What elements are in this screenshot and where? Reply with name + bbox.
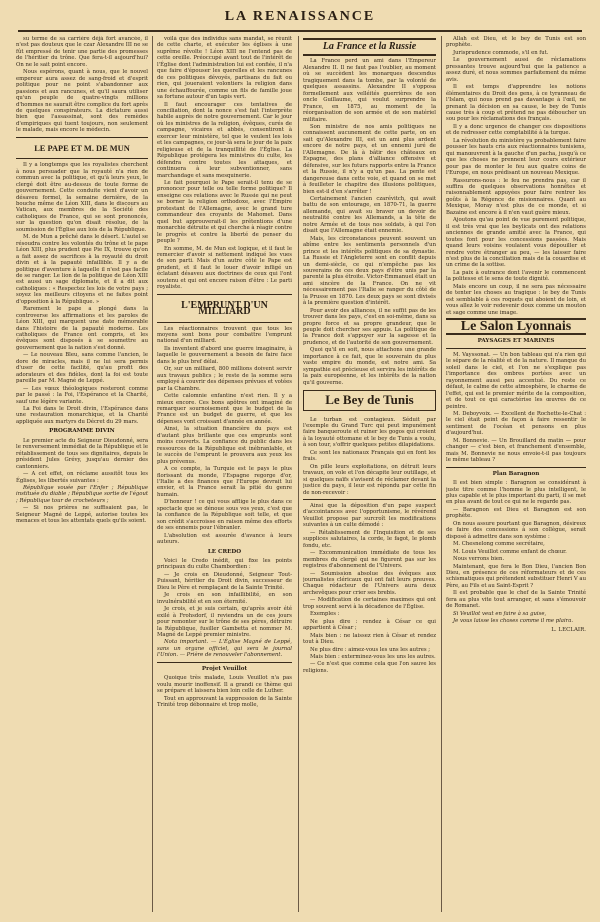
paragraph: — A cet effet, on réclame aussitôt tous les Églises, les libertés suivantes : xyxy=(16,471,148,484)
divider xyxy=(446,467,586,468)
paragraph: Ainsi, la situation financière du pays est d'autant plus brillante que ces emprunts sont moins couverts. La confiance du public dans les ressources de la République est inébranlable, et le succès de l'emprunt le prouvera aux yeux les plus prévenus. xyxy=(157,426,292,465)
paragraph: Nous espérons, quant à nous, que le nouvel empereur aura assez de sang-froid et d'esprit politique pour ne point s'abandonner aux passions et aux rancunes, et qu'il saura utiliser qu'un peuple de quatre-vingts millions d'hommes ne saurait être complice du fort après de quelques conspirateurs. La dictature aussi bien que l'assassinat, sont des remèdes d'empiriques qui tuent toujours, non seulement le malade, mais encore le médecin. xyxy=(16,69,148,134)
article-title-emprunt: L'EMPRUNT D'UN MILLIARD xyxy=(181,299,268,318)
paragraph: Je crois en son infaillibilité, en son invulnérabilité et en son éternité. xyxy=(157,592,292,605)
paragraph: Le turban est contagieux. Séduit par l'exemple du Grand Turc qui peut impunément faire banqueroute et ruiner les gogos qui croient à la loyauté ottomane et le bey de Tunis a voulu, à son tour, s'offrir quelques petites dilapidations. xyxy=(303,416,436,449)
paragraph: — Je crois en Dieudonné, Seigneur Tout-Puissant, héritier du Droit divin, successeur de Dieu le Père et remplaçant de la Sainte Trinité. xyxy=(157,571,292,591)
paragraph: Ainsi que la déposition d'un pape suspect d'accointances avec l'opportunisme, le révérend Veuillot propose par surcroît les modifications suivantes à un culte démodé : xyxy=(303,503,436,529)
paragraph: M. de Mun a prêché dans le désert. L'autel se résoudra contre les volontés du trône et le pape Léon XIII, plus prudent que Pie IX, trouve qu'on a fait assez de sacrifices à la royauté du droit divin et à la papauté infaillible. Il y a de politique d'aventure à laquelle il n'est pas facile de se ranger. Le lion de la politique de Léon XIII est aussi un sage diplomate, et il a dit aux catholiques : « Respectez les lois de votre pays ; soyez les meilleurs citoyens et ne faites point d'opposition à la République. » xyxy=(16,234,148,305)
title-box xyxy=(303,390,436,410)
paragraph: La révolution du ministère ya probablement faire pousser les hauts cris aux réactionnaires tunisiens, qui manœuvrent à la gauche d'un pacha, jusqu'à ce que les choses ne prennent leur cours extérieur pour pas de monter le feu aux quatre coins de l'Europe, en nous prédisant un nouveau Mexique. xyxy=(446,137,586,177)
paragraph: M. Louis Veuillot comme enfant de chœur. xyxy=(453,548,567,555)
paragraph: Quoique très malade, Louis Veuillot n'a pas voulu mourir inoffensif. Il a grandi ce thème qui se prépare et laissera bien loin celle de Luther. xyxy=(157,675,292,695)
section-title-projet: Projet Veuillot xyxy=(201,665,248,672)
paragraph: M. Vayssonat. — Un bon tableau qui n'a rien qui le sépare de la réalité et de la nature. Il manque du soleil dans le ciel, et l'on ne s'explique pas l'importance des ombres portées avec un rayonnement aussi peu accentué. Du reste ce défaut, le calme de cette atmosphère, le charme de l'effet, qui est le premier mérite de la composition, et de tout ce qui caractérise les œuvres de ce peintre. xyxy=(446,351,586,410)
paragraph: D'honneur ! ce qui vous afflige le plus dans ce spectacle que se dénoue sous vos yeux, c'est que la confiance de la République soit telle, et que son crédit s'accroisse en raison même des efforts de ses ennemis pour l'ébranler. xyxy=(157,499,292,532)
paragraph: Mais, les circonstances peuvent souvent un abîme entre les sentiments personnels d'un prince et les intérêts politiques de sa dynastie. La Russie et l'Angleterre sont en conflit depuis un demi-siècle, ce qui n'empêche pas les souverains de ces deux pays d'être unis par la parenté la plus étroite. Victor-Emmanuel était un ami sincère de la France. On ne vit nécessairement pas l'Italie se ranger du côté de la Prusse en 1870. Les deux pays se sont divisés à la première question d'intérêt. xyxy=(303,235,436,307)
column-divider xyxy=(298,36,299,912)
paragraph: Rassurons-nous : le feu ne prendra pas, car il suffira de quelques observations honnêtes et raisonnablement appuyées pour faire rentrer les goûts à la Régence de misionnaires. Quant au Mexique, Moray n'est plus de ce monde, et si Bazaine est encore à il n'en vaut guère mieux. xyxy=(446,177,586,216)
column-2 xyxy=(157,36,292,912)
paragraph: En somme, M. de Mun est logique, et il faut le remercier d'avoir si nettement indiqué les vues de son parti. Mais d'un autre côté le Pape est prudent, et il faut le louer d'avoir infligé un éclatant désaveu aux doctrines de ceux qui l'ont soutenu et qui ont encore raison d'être : Le parti royaliste. xyxy=(157,245,292,291)
paragraph: Je vous laisse les choses comme il me plaira. xyxy=(453,618,574,625)
paragraph: — Excommunication immédiate de tous les membres du clergé qui ne figurent pas sur les registres d'abonnement de l'Univers. xyxy=(303,550,436,570)
section-subtitle-paysages: PAYSAGES ET MARINES xyxy=(477,338,555,345)
paragraph: Il est probable que le chef de la Sainte Trinité fera au plus vite tout arranger, et sans s'émouvoir de Romanet. xyxy=(446,590,586,610)
section-title-plan: Plan Baragnon xyxy=(492,470,540,477)
article-title-bey: Le Bey de Tunis xyxy=(325,392,414,408)
masthead-title: LA RENAISSANCE xyxy=(224,9,376,24)
paragraph: voilà que des individus sans mandat, se réunit de cette charte, et exécuter les églises à une suprême révolte ! Léon XIII ne l'entend pas de cette oreille. Préoccupé avant tout de l'intérêt de l'Église dont l'administration lui est confiée, il n'a que faire d'épouser les querelles et les rancunes de ces politiques dévoyés, partisans du fait ou rien, qui joueraient volontiers la religion dans une échauffourée, comme un fils de famille joue sa fortune autour d'un tapis vert. xyxy=(157,36,292,101)
paragraph: Mais encore un coup, il ne sera pas nécessaire de tenter les choses au tragique : le bey de Tunis est semblable à ces roquets qui aboient de loin, et vous allez le voir redevenir doux comme un mouton et sage comme une image. xyxy=(446,283,586,316)
paragraph: Son ministre de nos amis politiques ne connaissent aucunement de cette parte, on en sait qu'Alexandre III, est un ami plus ardent encore de notre pays, et un ennemi juré de l'Allemagne. De là à bâtir des châteaux en Espagne, des plans d'alliance offensive et défensive, sur les futurs rapports entre la France et la Russie, il n'y a qu'un pas. La pente est dangereuse dans cette voie, et quand on se met à feuilleter le chapitre des illusions politiques, bien est-il d'en s'arrêter ! xyxy=(303,123,436,195)
divider xyxy=(446,348,586,349)
paragraph: On pille leurs exploitations, on détruit leurs travaux, on vole et l'on décapite leur outillage, et si quelques naïfs s'avisent de réclamer devant la justice du pays, il leur est répondu par cette fin de non-recevoir : xyxy=(303,463,436,496)
paragraph: M. Deboyvoix. — Excellent de Rochette-le-Chat : le ciel était peint de façon à faire ressentir le sentiment de l'océan et pensons en plus d'aujourd'hui. xyxy=(446,411,586,437)
paragraph: — Rétablissement de l'Inquisition et de ses supplices salutaires, la corde, le fagot, le plomb fondu, etc. xyxy=(303,529,436,549)
paragraph: su terme de sa carrière déjà fort avancée, il n'est pas douteux que le czar Alexandre III ne se fût empressé de tenir une partie des promesses de l'héritier du trône. Que fera-t-il aujourd'hui? On ne le sait point encore. xyxy=(16,36,148,68)
paragraph: Certainement l'ancien czarévitch, qui avait battu de son entourage, en 1870-71, la guerre allemande, qui avait su braver un devoir de neutralité contre les Allemands, a la tête de notre Armée et de tous nos soldats, à qui l'on disait que l'Allemagne était ennemie. xyxy=(303,195,436,235)
paragraph: Nous verrons bien. xyxy=(453,556,505,563)
paragraph: — Si nos prières ne suffisaient pas, le Seigneur Magné de Leppé, autorise toutes les menaces et tous les attentats quels qu'ils soient. xyxy=(16,505,148,525)
paragraph: Exemples : xyxy=(310,611,340,618)
paragraph: A ce compte, la Turquie est le pays le plus florissant du monde, l'Espagne regorge d'or, l'Italie a des finances que l'Europe devrait lui envier, et la France serait la pitié du genre humain. xyxy=(157,466,292,498)
paragraph: — Les vœux théologiques resteront comme par le passé : la Foi, l'Espérance et la Charité, sauf une légère variante. xyxy=(16,385,148,405)
paragraph: Il faut encourager ces tentatives de conciliation, dont la nonce s'est fait l'interprète habile auprès de notre gouvernement. Car le jour où les ministres de la religion, évêques, curés de campagne, vicaires et abbés, consentiront à exercer leur ministère, tel que le veulent les lois et les campagnes, ce jour-là sera le jour de la paix religieuse et de la tranquillité de l'Église. La République protégera les ministres du culte, les défendra contre toutes les attaques, et continuera à leur subventionner, sans marchandage et sans mesquinerie. xyxy=(157,101,292,179)
column-4 xyxy=(446,36,586,912)
paragraph: Maintenant, que fera le Bon Dieu, l'ancien Bon Dieu, en présence de ces réformateurs et de ces schismatiques qui prétendent substituer Henri V au Père, au Fils et au Saint-Esprit ? xyxy=(446,563,586,589)
paragraph: Quoi qu'il en soit, nous attachons une grande importance à ce fait, que le souverain du plus vaste empire du monde, est notre ami. Sa sympathie est précieuse et servira les intérêts de la paix européenne, et les intérêts de la nation qu'il gouverne. xyxy=(303,347,436,386)
paragraph: M. Bonnevie. — Un Brouillard du matin — pour changer — c'est bien, et franchement d'ensemble, mais M. Bonnevie ne nous envoie-t-il pas toujours le même tableau ? xyxy=(446,437,586,464)
article-title-russie: La France et la Russie xyxy=(322,41,417,52)
paragraph: — Baragnon est Dieu et Baragnon est son prophète. xyxy=(446,506,586,520)
paragraph: — Le nouveau Bleu, sans comme l'ancien, le dore de miracles, mais il ne lui sera permis d'user de cette facilité, qu'au profit des adorateurs et des fidèles, dont la foi est toute pareille par M. Magné de Leppé. xyxy=(16,352,148,385)
divider xyxy=(16,137,148,138)
divider xyxy=(157,322,292,323)
paragraph: L'absolution est assurée d'avance à leurs auteurs. xyxy=(157,532,292,546)
column-divider xyxy=(152,36,153,912)
paragraph: — Modification de certaines maximes qui ont trop souvent servi à la décadence de l'Église. xyxy=(303,597,436,610)
paragraph: Pour avoir des alliances, il ne suffit pas de les trouver dans les pays, c'est en soi-même, dans sa propre force et sa propre grandeur, que le peuple doit chercher ses appuis. La politique de la France doit s'appuyer sur la sagesse et la prudence, et de l'autorité de son gouvernement. xyxy=(303,307,436,346)
masthead xyxy=(18,4,582,32)
paragraph: Si Veuillot veut en faire à sa guise, xyxy=(453,610,547,617)
divider xyxy=(303,54,436,56)
divider xyxy=(157,294,292,295)
paragraph: République vouée par l'Enfer ; République instituée du diable ; République sortie de l'égout ; République tour de crocheteurs ; xyxy=(16,485,148,504)
paragraph: — Ce n'est que comme cela que l'on sauve les religions. xyxy=(303,661,436,674)
paragraph: Cette calomnie enfantine n'est rien. Il y a mieux encore. Ces bons apôtres ont imaginé de remarquer sournoisement que le budget de la France est un budget de guerre, et que les dépenses vont croissant d'année en année. xyxy=(157,393,292,425)
column-1 xyxy=(16,36,148,912)
paragraph: Ils inventent d'abord une guerre imaginaire, à laquelle le gouvernement a besoin de faire face dans le plus bref délai. xyxy=(157,345,292,365)
divider xyxy=(16,158,148,159)
paragraph: Le gouvernement aussi de réclamations pressantes trouve aujourd'hui que la patience a assez duré, et nous sommes parfaitement du même avis. xyxy=(446,57,586,83)
paragraph: Ne plus dire : rendez à César ce qui appartient à César ; xyxy=(303,618,436,632)
paragraph: Mais bien : ne laissez rien à César et rendez tout à Dieu. xyxy=(303,632,436,646)
paragraph: La France perd un ami dans l'Empereur Alexandre II. Il ne faut pas l'oublier, au moment où se succèdent les monarques descendus tragiquement dans la tombe, par la volonté de quelques assassins. Alexandre II s'opposa formellement aux velléités guerrières de son oncle Guillaume, qui voulut surprendre la France, en 1875, au moment de la réorganisation de son armée et de son matériel militaire. xyxy=(303,58,436,123)
paragraph: Ne plus dire : aimez-vous les uns les autres ; xyxy=(310,646,431,653)
paragraph: Il y a longtemps que les royalistes cherchent à nous persuader que la royauté n'a rien de commun avec la politique, et qu'à leurs yeux, le clergé doit être au-dessus de toute forme de gouvernement. Cette conduite vient d'avoir un désaveu formel, la semaine dernière, de la bouche même de Léon XIII, dans le discours au Vatican, aux membres de la Société des catholiques de France, qui se sont prononcés, sur la question qu'on disait résolue, de la soumission de l'Église aux lois de la République. xyxy=(16,162,148,233)
paragraph: Tout en approuvant la suppression de la Sainte Trinité trop débonnaire et trop molle, xyxy=(157,695,292,709)
paragraph: Jurisprudence commode, s'il en fut. xyxy=(453,49,549,56)
divider xyxy=(303,38,436,40)
section-title-programme: PROGRAMME DIVIN xyxy=(49,428,115,435)
column-3 xyxy=(303,36,436,912)
paragraph: On nous assure pourtant que Baragnon, désireux de faire des concessions à son collègue, serait disposé à admettre dans son système : xyxy=(446,520,586,540)
paragraph: Il y a donc urgence de changer ces dispositions et de redresser cette comptabilité à la turque. xyxy=(446,123,586,137)
column-divider xyxy=(441,36,442,912)
article-title-salon: Le Salon Lyonnais xyxy=(460,319,572,335)
paragraph: Ajoutons qu'au point de vue purement politique, il est très vrai que les beylicats ont des relations anciennes de grande amitié avec la France, qui toutes font pour les concessions passées. Mais quand leurs voisins voulaient vous dépouiller et rendre votre étranger au peu, — les laisser faire n'est plus de la conciliation mais de la couardise et un crime de la sottise. xyxy=(446,217,586,269)
paragraph: La Foi dans le Droit divin, l'Espérance dans une restauration monarchique, et la Charité appliquée aux martyrs du Décret du 29 mars. xyxy=(16,406,148,425)
paragraph: Mais bien : exterminez-vous les uns les autres. xyxy=(310,653,436,660)
paragraph: Le premier acte du Seigneur Dieudonné, sera le renversement immédiat de la République et le rétablissement de tous ses dignitaires, depuis le président Jules Grévy, jusqu'au dernier des cantonniers. xyxy=(16,437,148,470)
paragraph: Or, sur un milliard, 800 millions doivent servir aux travaux publics ; le reste de la somme sera employé à couvrir des dépenses prévues et votées par la Chambre. xyxy=(157,366,292,392)
paragraph: Allah est Dieu, et le bey de Tunis est son prophète. xyxy=(446,36,586,49)
divider xyxy=(303,499,436,500)
paragraph: Voici le Credo inédit, qui fixe les points principaux du culte Chambordien : xyxy=(157,557,292,571)
paragraph: — Soumission absolue des évêques aux journalistes cléricaux qui ont fait leurs preuves. Chaque rédacteur de l'Univers aura deux archevêques pour crier ses brebis. xyxy=(303,570,436,596)
paragraph: Les réactionnaires trouvent que tous les moyens sont bons pour combattre l'emprunt national d'un milliard. xyxy=(157,325,292,345)
paragraph: Ce sont les nationaux Français qui en font les frais. xyxy=(303,449,436,463)
paragraph: La paix à outrance dont l'avenir le commencent la politesse et le sens de toute dignité. xyxy=(446,269,586,283)
divider xyxy=(157,662,292,663)
paragraph: Je crois, et je suis certain, qu'après avoir été exilé à Frohsdorf, il reviendra un de ces jours pour remonter sur le trône de ses pères, détruire la République, fusiller Gambetta et nommer M. Magné de Leppé premier ministre. xyxy=(157,606,292,638)
paragraph: Il est temps d'apprendre les notions élémentaires du Droit des gens, à ce tyranneau de l'Islam, qui nous prend pas davantage à l'œil, ne prenant la décision en sa cause, le bey de Tunis cause très à coup et prétend ne pas déboucher un sou pour les réclamations des français. xyxy=(446,84,586,123)
paragraph: Le fait pourquoi le Pape serait-il tenu de se prononcer pour telle ou telle forme politique? Il enseigne ces relations avec le Russie qui ne peut se borner la religion orthodoxe, avec l'Empire protestant de l'Allemagne, avec le grand ture commandeur des croyants de Mahomet. Dans quel but approuverait-il les prétentions d'une monarchie détruite et qui cherche à réagir contre le progrès et contre la liberté de penser du peuple ? xyxy=(157,179,292,245)
article-title-pape: LE PAPE ET M. DE MUN xyxy=(34,143,130,153)
paragraph: Il est bien simple : Baragnon se considérant à juste titre comme l'homme le plus intelligent, le plus capable et le plus important du parti, il se met en plus avant de tout ce qui ne le regarde pas. xyxy=(446,480,586,506)
paragraph: Rarement le pape a plongé dans la controverse les affirmations et les paroles de Léon XIII, qui marquent une date mémorable dans l'histoire de la papauté moderne. Les catholiques de France ont compris, et les évêques sont disposés à se soumettre au gouvernement que la nation s'est donné. xyxy=(16,306,148,351)
paragraph: Nota important. — L'Église Magné de Leppé, sans un organe officiel, qui sera le journal l'Union. — Prière de renouveler l'abonnement. xyxy=(157,639,292,659)
author-signature: L. LECLAIR. xyxy=(551,626,586,633)
paragraph: M. Chesnelong comme secrétaire, xyxy=(453,541,545,548)
section-title-credo: LE CREDO xyxy=(207,548,242,555)
